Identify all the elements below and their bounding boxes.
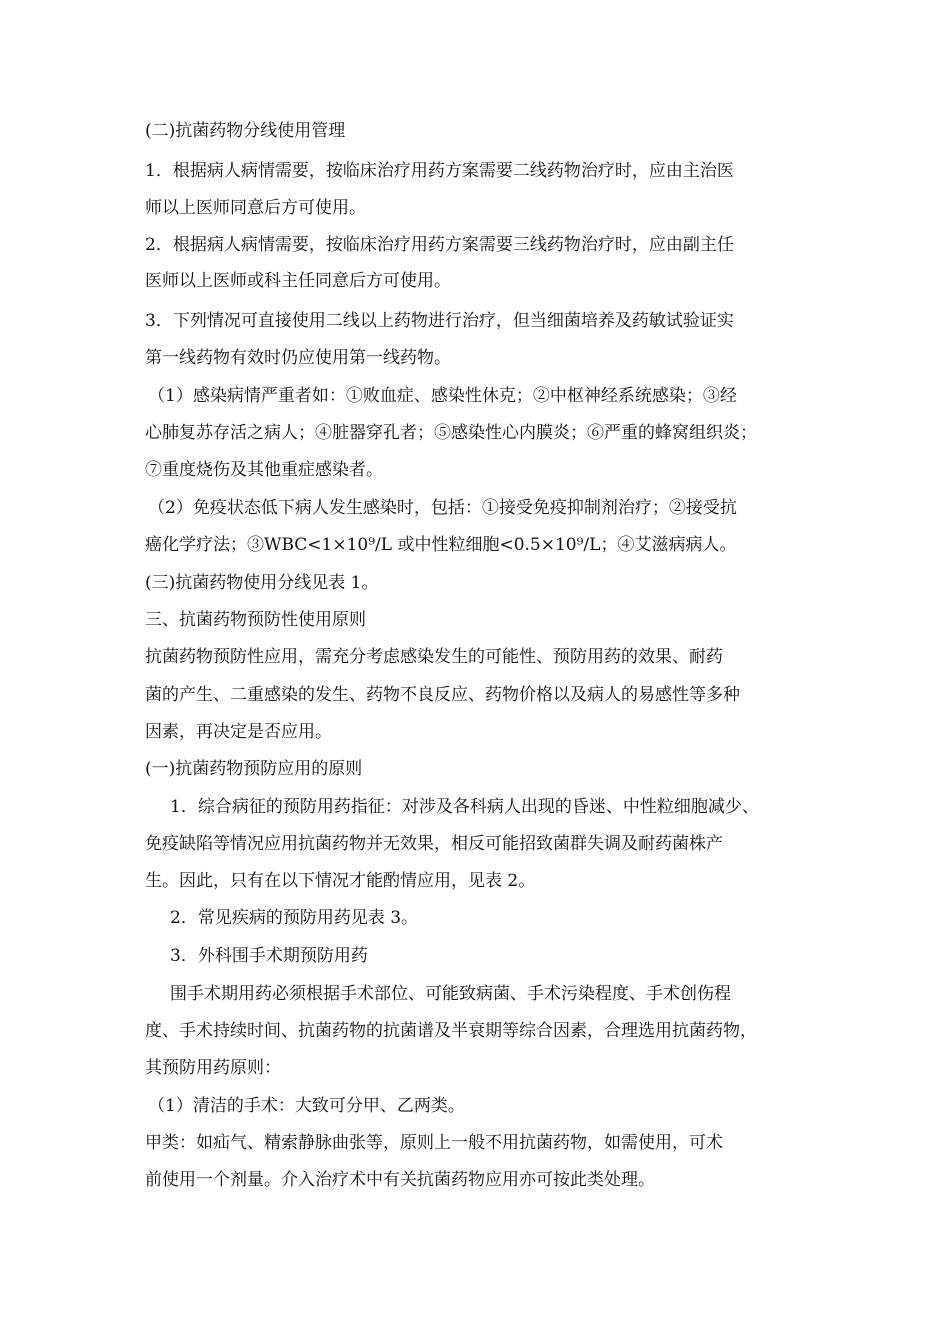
text-line: 3．下列情况可直接使用二线以上药物进行治疗，但当细菌培养及药敏试验证实 bbox=[145, 311, 734, 331]
text-line: ⑦重度烧伤及其他重症感染者。 bbox=[145, 460, 383, 480]
section-heading-prophylactic-principles: 三、抗菌药物预防性使用原则 bbox=[145, 610, 366, 630]
text-line: 1．根据病人病情需要，按临床治疗用药方案需要二线药物治疗时，应由主治医 bbox=[145, 161, 734, 181]
text-line: 其预防用药原则： bbox=[145, 1058, 281, 1078]
text-line: 2．根据病人病情需要，按临床治疗用药方案需要三线药物治疗时，应由副主任 bbox=[145, 235, 734, 255]
text-line: 师以上医师同意后方可使用。 bbox=[145, 198, 366, 218]
text-line: 甲类：如疝气、精索静脉曲张等，原则上一般不用抗菌药物，如需使用，可术 bbox=[145, 1133, 723, 1153]
section-heading-prophylactic-rules: (一)抗菌药物预防应用的原则 bbox=[145, 759, 363, 779]
text-line: 度、手术持续时间、抗菌药物的抗菌谱及半衰期等综合因素，合理选用抗菌药物， bbox=[145, 1021, 757, 1041]
text-line: 围手术期用药必须根据手术部位、可能致病菌、手术污染程度、手术创伤程 bbox=[170, 984, 731, 1004]
text-line: 癌化学疗法；③WBC<1×10⁹/L 或中性粒细胞<0.5×10⁹/L；④艾滋病病人。 bbox=[145, 535, 737, 555]
text-line: 生。因此，只有在以下情况才能酌情应用，见表 2。 bbox=[145, 871, 536, 891]
text-line: 3．外科围手术期预防用药 bbox=[170, 946, 368, 966]
text-line: 免疫缺陷等情况应用抗菌药物并无效果，相反可能招致菌群失调及耐药菌株产 bbox=[145, 834, 723, 854]
text-line: 1．综合病征的预防用药指征：对涉及各科病人出现的昏迷、中性粒细胞减少、 bbox=[170, 797, 759, 817]
text-line: （1）清洁的手术：大致可分甲、乙两类。 bbox=[148, 1096, 465, 1116]
section-heading-tiered-management: (二)抗菌药物分线使用管理 bbox=[145, 121, 346, 141]
text-line: 第一线药物有效时仍应使用第一线药物。 bbox=[145, 348, 451, 368]
text-line: 因素，再决定是否应用。 bbox=[145, 722, 332, 742]
section-heading-tier-table: (三)抗菌药物使用分线见表 1。 bbox=[145, 573, 379, 593]
text-line: 菌的产生、二重感染的发生、药物不良反应、药物价格以及病人的易感性等多种 bbox=[145, 685, 740, 705]
text-line: （1）感染病情严重者如：①败血症、感染性休克；②中枢神经系统感染；③经 bbox=[148, 386, 737, 406]
text-line: 抗菌药物预防性应用，需充分考虑感染发生的可能性、预防用药的效果、耐药 bbox=[145, 647, 723, 667]
text-line: 心肺复苏存活之病人；④脏器穿孔者；⑤感染性心内膜炎；⑥严重的蜂窝组织炎； bbox=[145, 423, 757, 443]
text-line: 前使用一个剂量。介入治疗术中有关抗菌药物应用亦可按此类处理。 bbox=[145, 1170, 655, 1190]
text-line: （2）免疫状态低下病人发生感染时，包括：①接受免疫抑制剂治疗；②接受抗 bbox=[148, 498, 737, 518]
text-line: 2．常见疾病的预防用药见表 3。 bbox=[170, 908, 419, 928]
text-line: 医师以上医师或科主任同意后方可使用。 bbox=[145, 271, 451, 291]
